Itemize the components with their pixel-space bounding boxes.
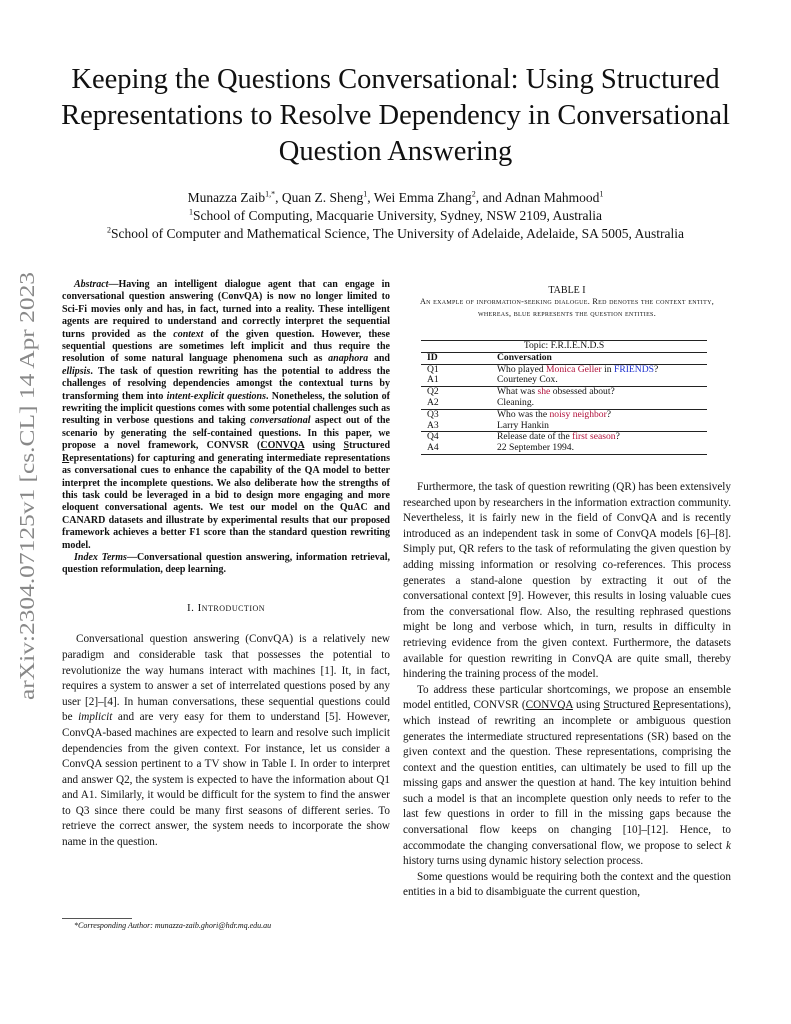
table-row	[421, 443, 707, 454]
author-2-sup: 1	[363, 189, 368, 199]
conversation-table	[421, 340, 707, 455]
abstract-text: tructured	[349, 440, 391, 452]
em: k	[726, 839, 731, 852]
paper-title: Keeping the Questions Conversational: Using Structured Representations to Resolve Dependency in Conversational Question Answering	[61, 64, 730, 167]
index-terms	[62, 552, 390, 577]
affiliation-2-sup: 2	[107, 225, 111, 235]
text: To address these particular shortcomings, we propose an ensemble model entitled, CONVSR (	[403, 683, 731, 712]
footnote-rule	[62, 918, 132, 919]
table-topic: Topic: F.R.I.E.N.D.S	[421, 341, 707, 353]
table-row	[421, 364, 707, 375]
text: in	[601, 363, 614, 375]
index-terms-label: Index Terms	[74, 551, 127, 563]
row-text: 22 September 1994.	[491, 443, 707, 454]
intro-em: implicit	[78, 711, 113, 724]
text: using	[572, 699, 604, 712]
row-text	[491, 409, 707, 420]
abstract-text: epresentations) for capturing and generating intermediate representations as conversational cues to enhance the capability of the QA model to better interpret the incomplete questions. We also deliberate how the strengths of this task could be leveraged in a bid to design more engaging and more eloquent conversational agents. We test our model on the QuAC and CANARD datasets and illustrate by experimental results that our proposed framework achieves a better F1 score than the standard question rewriting model.	[62, 452, 390, 551]
table-row	[421, 387, 707, 398]
arxiv-stamp	[14, 270, 40, 700]
author-sep: ,	[275, 190, 282, 205]
index-terms-text: —Conversational question answering, information retrieval, question reformulation, deep learning.	[62, 551, 390, 576]
author-sep: , and	[475, 190, 505, 205]
text: tructured	[609, 699, 654, 712]
text: ?	[606, 408, 612, 420]
affiliation-1-text: School of Computing, Macquarie University, Sydney, NSW 2109, Australia	[193, 208, 602, 223]
row-id: Q1	[427, 363, 439, 375]
author-list	[60, 190, 731, 206]
table-row	[421, 375, 707, 386]
abstract-text: —Having an intelligent dialogue agent that can engage in conversational question answering (ConvQA) is now no longer limited to Sci-Fi movies only and has, in fact, turned into a reality. These intelligent agents are required to understand and correctly interpret the sequential turns provided as the	[62, 279, 390, 340]
underline: CONVQA	[525, 699, 573, 712]
abstract-label: Abstract	[74, 279, 109, 290]
abstract-em: ellipsis	[62, 365, 91, 377]
author-2: Quan Z. Sheng	[281, 190, 364, 205]
right-column	[403, 480, 731, 901]
underline: S	[603, 699, 610, 712]
author-1-sup: 1,*	[265, 189, 276, 199]
author-sep: ,	[367, 190, 374, 205]
text: history turns using dynamic history selection process.	[403, 855, 644, 868]
question-entity: FRIENDS	[613, 363, 654, 375]
arxiv-stamp-svg	[14, 270, 40, 700]
abstract-em: anaphora	[328, 353, 369, 365]
text: epresentations), which instead of rewriting an incomplete or ambiguous question generates the intermediate structured representations (SR) based on the given context and the question. These representations, comprising the context and the question entities, can ultimately be used to fill up the missing gaps and answer the question at hand. The key intuition behind such a model is that an incomplete question only needs to refer to the last few questions in order to fill in the missing gaps because the conversational flow keeps on changing [10]–[12]. Hence, to accommodate the changing conversational flow, we propose to select	[403, 699, 732, 852]
left-column	[62, 279, 390, 851]
text: What was	[497, 386, 538, 398]
abstract	[62, 279, 390, 552]
abstract-text: . Nonetheless, the solution of rewriting the implicit questions comes with some potential challenges such as resulting in verbose questions and taking	[62, 390, 390, 427]
section-heading-introduction: I. Introduction	[186, 601, 266, 614]
row-text: Courteney Cox.	[497, 374, 558, 386]
context-entity: first season	[572, 431, 616, 443]
intro-text: and are very easy for them to understand [5]. However, ConvQA-based machines are expected to learn and resolve such implicit dependencies from the given context. For instance, let us consider a ConvQA session pertinent to a TV show in Table I. In order to interpret and answer Q2, the system is expected to have the information about Q1 and A1. Similarly, it would be difficult for the system to find the answer to Q3 since there could be many first seasons of different series. To retrieve the correct answer, the system needs to incorporate the show name in the question.	[62, 711, 391, 849]
table-topic-row	[421, 341, 707, 353]
row-id: Q4	[421, 432, 491, 443]
abstract-underline: CONVQA	[260, 440, 305, 452]
text: obsessed about?	[550, 386, 615, 398]
text: Release date of the	[497, 431, 573, 443]
text: Who played	[497, 363, 547, 375]
table-row	[421, 409, 707, 420]
right-paragraph-1: Furthermore, the task of question rewriting (QR) has been extensively researched upon by researchers in the information extraction community. Nevertheless, it is fairly new in the field of ConvQA and is recently introduced as an independent task in some of ConvQA models [6]–[8]. Simply put, QR refers to the task of reformulating the given question by adding missing information or resolving co-references. This process generates a stand-alone question by extracting it out of the conversational context [9]. However, this results in losing valuable cues from the conversational flow. Also, the resulting rephrased questions might be long and verbose which, in turn, results in difficulty in retrieving evidence from the given context. Furthermore, the datasets available for question rewriting in ConvQA are quite small, thereby hindering the training process of the model.	[403, 481, 731, 681]
abstract-underline: R	[62, 452, 70, 464]
row-id: A2	[427, 396, 439, 408]
row-text: Larry Hankin	[497, 419, 549, 431]
table-caption: TABLE I	[548, 285, 586, 296]
footnote: *Corresponding Author: munazza-zaib.ghori@hdr.mq.edu.au	[74, 921, 272, 930]
row-text: Cleaning.	[497, 396, 535, 408]
abstract-em: conversational	[249, 415, 311, 427]
context-entity: noisy neighbor	[549, 408, 607, 420]
affiliation-2-text: School of Computer and Mathematical Science, The University of Adelaide, Adelaide, SA 5005, Australia	[111, 226, 684, 241]
right-paragraph-2	[403, 683, 731, 870]
affiliation-1-sup: 1	[189, 207, 194, 217]
table-row	[421, 421, 707, 432]
author-4-sup: 1	[599, 189, 604, 199]
table-description: An example of information-seeking dialogue. Red denotes the context entity, whereas, blue represents the question entities.	[419, 297, 715, 318]
abstract-text: aspect out of the scenario by generating the self-contained questions. In this paper, we propose a novel framework, CONVSR (	[62, 415, 390, 452]
author-4: Adnan Mahmood	[504, 190, 600, 205]
text: ?	[615, 431, 620, 443]
abstract-em: intent-explicit questions	[166, 390, 266, 402]
table-header-row	[421, 352, 707, 364]
right-paragraph-3: Some questions would be requiring both the context and the question entities in a bid to disambiguate the current question,	[403, 870, 731, 899]
abstract-text: . The task of question rewriting has the potential to address the challenges of resolving dependencies amongst the contextual turns by transforming them into	[62, 365, 390, 402]
author-3: Wei Emma Zhang	[373, 190, 472, 205]
row-id: Q3	[421, 409, 491, 420]
underline: R	[653, 699, 661, 712]
affiliation-2	[60, 226, 731, 242]
row-id: A1	[427, 374, 439, 386]
author-1: Munazza Zaib	[187, 190, 266, 205]
arxiv-stamp-text: arXiv:2304.07125v1 [cs.CL] 14 Apr 2023	[15, 346, 39, 700]
context-entity: she	[537, 386, 551, 398]
text: ?	[653, 363, 659, 375]
abstract-underline: S	[343, 440, 350, 452]
text: Who was the	[497, 408, 550, 420]
row-id: Q2	[421, 387, 491, 398]
intro-text: Conversational question answering (ConvQA) is a relatively new paradigm and considerable task that possesses the potential to revolutionize the way humans interact with machines [1]. It, in fact, requires a system to answer a set of interrelated questions posed by any user [2]–[4]. In human conversations, these sequential questions could be	[62, 633, 390, 724]
abstract-em: context	[173, 328, 204, 340]
abstract-text: using	[304, 440, 344, 452]
table-row	[421, 398, 707, 409]
context-entity: Monica Geller	[546, 363, 602, 375]
abstract-text: of the given question. However, these sequential questions are sometimes left implicit and thus require the resolution of some natural language phenomena such as	[62, 328, 390, 365]
col-id: ID	[421, 352, 491, 364]
row-id: A4	[421, 443, 491, 454]
intro-paragraph	[62, 632, 390, 850]
affiliation-1	[60, 208, 731, 224]
col-conversation: Conversation	[491, 352, 707, 364]
abstract-text: and	[368, 353, 390, 365]
row-id: A3	[427, 419, 439, 431]
author-3-sup: 2	[471, 189, 476, 199]
